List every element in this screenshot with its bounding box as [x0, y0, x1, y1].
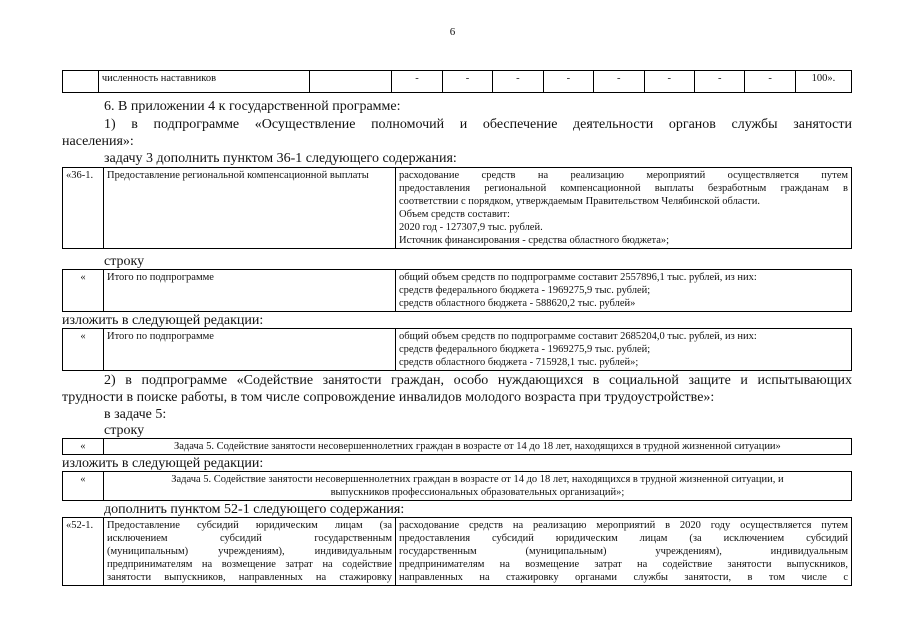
table-cell-value: -: [644, 71, 694, 93]
quote-mark: «: [63, 439, 104, 455]
page-number: 6: [449, 26, 456, 38]
desc-line: расходование средств на реализацию мероприятий в 2020 году осуществляется путем: [399, 520, 848, 531]
table-36-1: [62, 167, 852, 249]
paragraph-1-line2: населения»:: [62, 134, 134, 149]
total-line: средств федерального бюджета - 1969275,9 тыс. рублей;: [399, 285, 651, 296]
paragraph-2-line2: трудности в поиске работы, в том числе сопровождение инвалидов молодого возраста при трудоустройстве»:: [62, 390, 715, 405]
measure-name: [104, 518, 396, 586]
name-line: (муниципальным) учреждениям), индивидуальным: [107, 546, 392, 557]
desc-line: предоставления субсидий юридическим лицам (за исключением субсидий: [399, 533, 848, 544]
measure-name: Предоставление региональной компенсационной выплаты: [104, 168, 396, 249]
top-table: [62, 70, 852, 93]
total-line: средств областного бюджета - 715928,1 тыс. рублей»;: [399, 357, 639, 368]
desc-line: Объем средств составит:: [399, 209, 510, 220]
table-cell-value: -: [694, 71, 744, 93]
stroku-label-1: строку: [104, 254, 145, 269]
total-line: средств областного бюджета - 588620,2 тыс. рублей»: [399, 298, 636, 309]
table-row: [63, 270, 852, 312]
table-row: [63, 329, 852, 371]
quote-mark: «: [63, 472, 104, 501]
desc-line: направленных на стажировку органами службы занятости, в том числе с: [399, 572, 848, 583]
paragraph-6: 6. В приложении 4 к государственной программе:: [104, 99, 401, 114]
paragraph-1-line1: 1) в подпрограмме «Осуществление полномочий и обеспечение деятельности органов службы занятости: [104, 117, 852, 132]
task5-new-table: [62, 471, 852, 501]
task5-new-line: Задача 5. Содействие занятости несовершеннолетних граждан в возрасте от 14 до 18 лет, находящихся в трудной жизненной ситуации, и: [171, 474, 784, 485]
total-line: средств федерального бюджета - 1969275,9 тыс. рублей;: [399, 344, 651, 355]
name-line: занятости выпускников, направленных на стажировку: [107, 572, 392, 583]
desc-line: расходование средств на реализацию мероприятий осуществляется путем: [399, 170, 848, 181]
table-row: [63, 472, 852, 501]
table-cell-label: численность наставников: [98, 71, 309, 93]
name-line: исключением субсидий государственным: [107, 533, 392, 544]
table-cell-value: -: [392, 71, 442, 93]
total-name: Итого по подпрограмме: [104, 329, 396, 371]
table-cell-value: 100».: [795, 71, 851, 93]
task5-old-text: Задача 5. Содействие занятости несовершеннолетних граждан в возрасте от 14 до 18 лет, находящихся в трудной жизненной ситуации»: [103, 439, 851, 455]
table-row: [63, 439, 852, 455]
name-line: предпринимателям на возмещение затрат на содействие: [107, 559, 392, 570]
measure-description: [396, 168, 852, 249]
desc-line: соответствии с порядком, утверждаемым Правительством Челябинской области.: [399, 196, 760, 207]
table-cell-value: -: [745, 71, 795, 93]
desc-line: предпринимателям на возмещение затрат на содействие занятости выпускников,: [399, 559, 848, 570]
paragraph-2-line1: 2) в подпрограмме «Содействие занятости граждан, особо нуждающихся в социальной защите и испытывающих: [104, 373, 852, 388]
stroku-label-2: строку: [104, 423, 145, 438]
total-line: общий объем средств по подпрограмме составит 2557896,1 тыс. рублей, из них:: [399, 272, 757, 283]
table-52-1: [62, 517, 852, 586]
total-values: [396, 270, 852, 312]
table-cell-value: -: [493, 71, 543, 93]
desc-line: 2020 год - 127307,9 тыс. рублей.: [399, 222, 543, 233]
total-values: [396, 329, 852, 371]
task5-new-text: [103, 472, 851, 501]
desc-line: предоставления региональной компенсационной выплаты безработным гражданам в: [399, 183, 848, 194]
quote-mark: «: [63, 329, 104, 371]
dopolnit-label: дополнить пунктом 52-1 следующего содержания:: [104, 502, 405, 517]
table-cell: [310, 71, 392, 93]
total-new-table: [62, 328, 852, 371]
row-number: «52-1.: [63, 518, 104, 586]
task5-new-line: выпускников профессиональных образовательных организаций»;: [330, 487, 625, 498]
izlozhit-label-1: изложить в следующей редакции:: [62, 313, 264, 328]
v-zadache-label: в задаче 5:: [104, 407, 167, 422]
table-cell-value: -: [442, 71, 492, 93]
desc-line: Источник финансирования - средства областного бюджета»;: [399, 235, 670, 246]
table-row: [63, 518, 852, 586]
task3-line: задачу 3 дополнить пунктом 36-1 следующего содержания:: [104, 151, 457, 166]
table-row: [63, 71, 852, 93]
name-line: Предоставление субсидий юридическим лицам (за: [107, 520, 392, 531]
row-number: «36-1.: [63, 168, 104, 249]
table-cell: [63, 71, 99, 93]
quote-mark: «: [63, 270, 104, 312]
task5-old-table: [62, 438, 852, 455]
table-cell-value: -: [543, 71, 593, 93]
total-old-table: [62, 269, 852, 312]
total-name: Итого по подпрограмме: [104, 270, 396, 312]
desc-line: государственным (муниципальным) учреждениям), индивидуальным: [399, 546, 848, 557]
izlozhit-label-2: изложить в следующей редакции:: [62, 456, 264, 471]
total-line: общий объем средств по подпрограмме составит 2685204,0 тыс. рублей, из них:: [399, 331, 757, 342]
measure-description: [396, 518, 852, 586]
table-cell-value: -: [594, 71, 644, 93]
table-row: [63, 168, 852, 249]
